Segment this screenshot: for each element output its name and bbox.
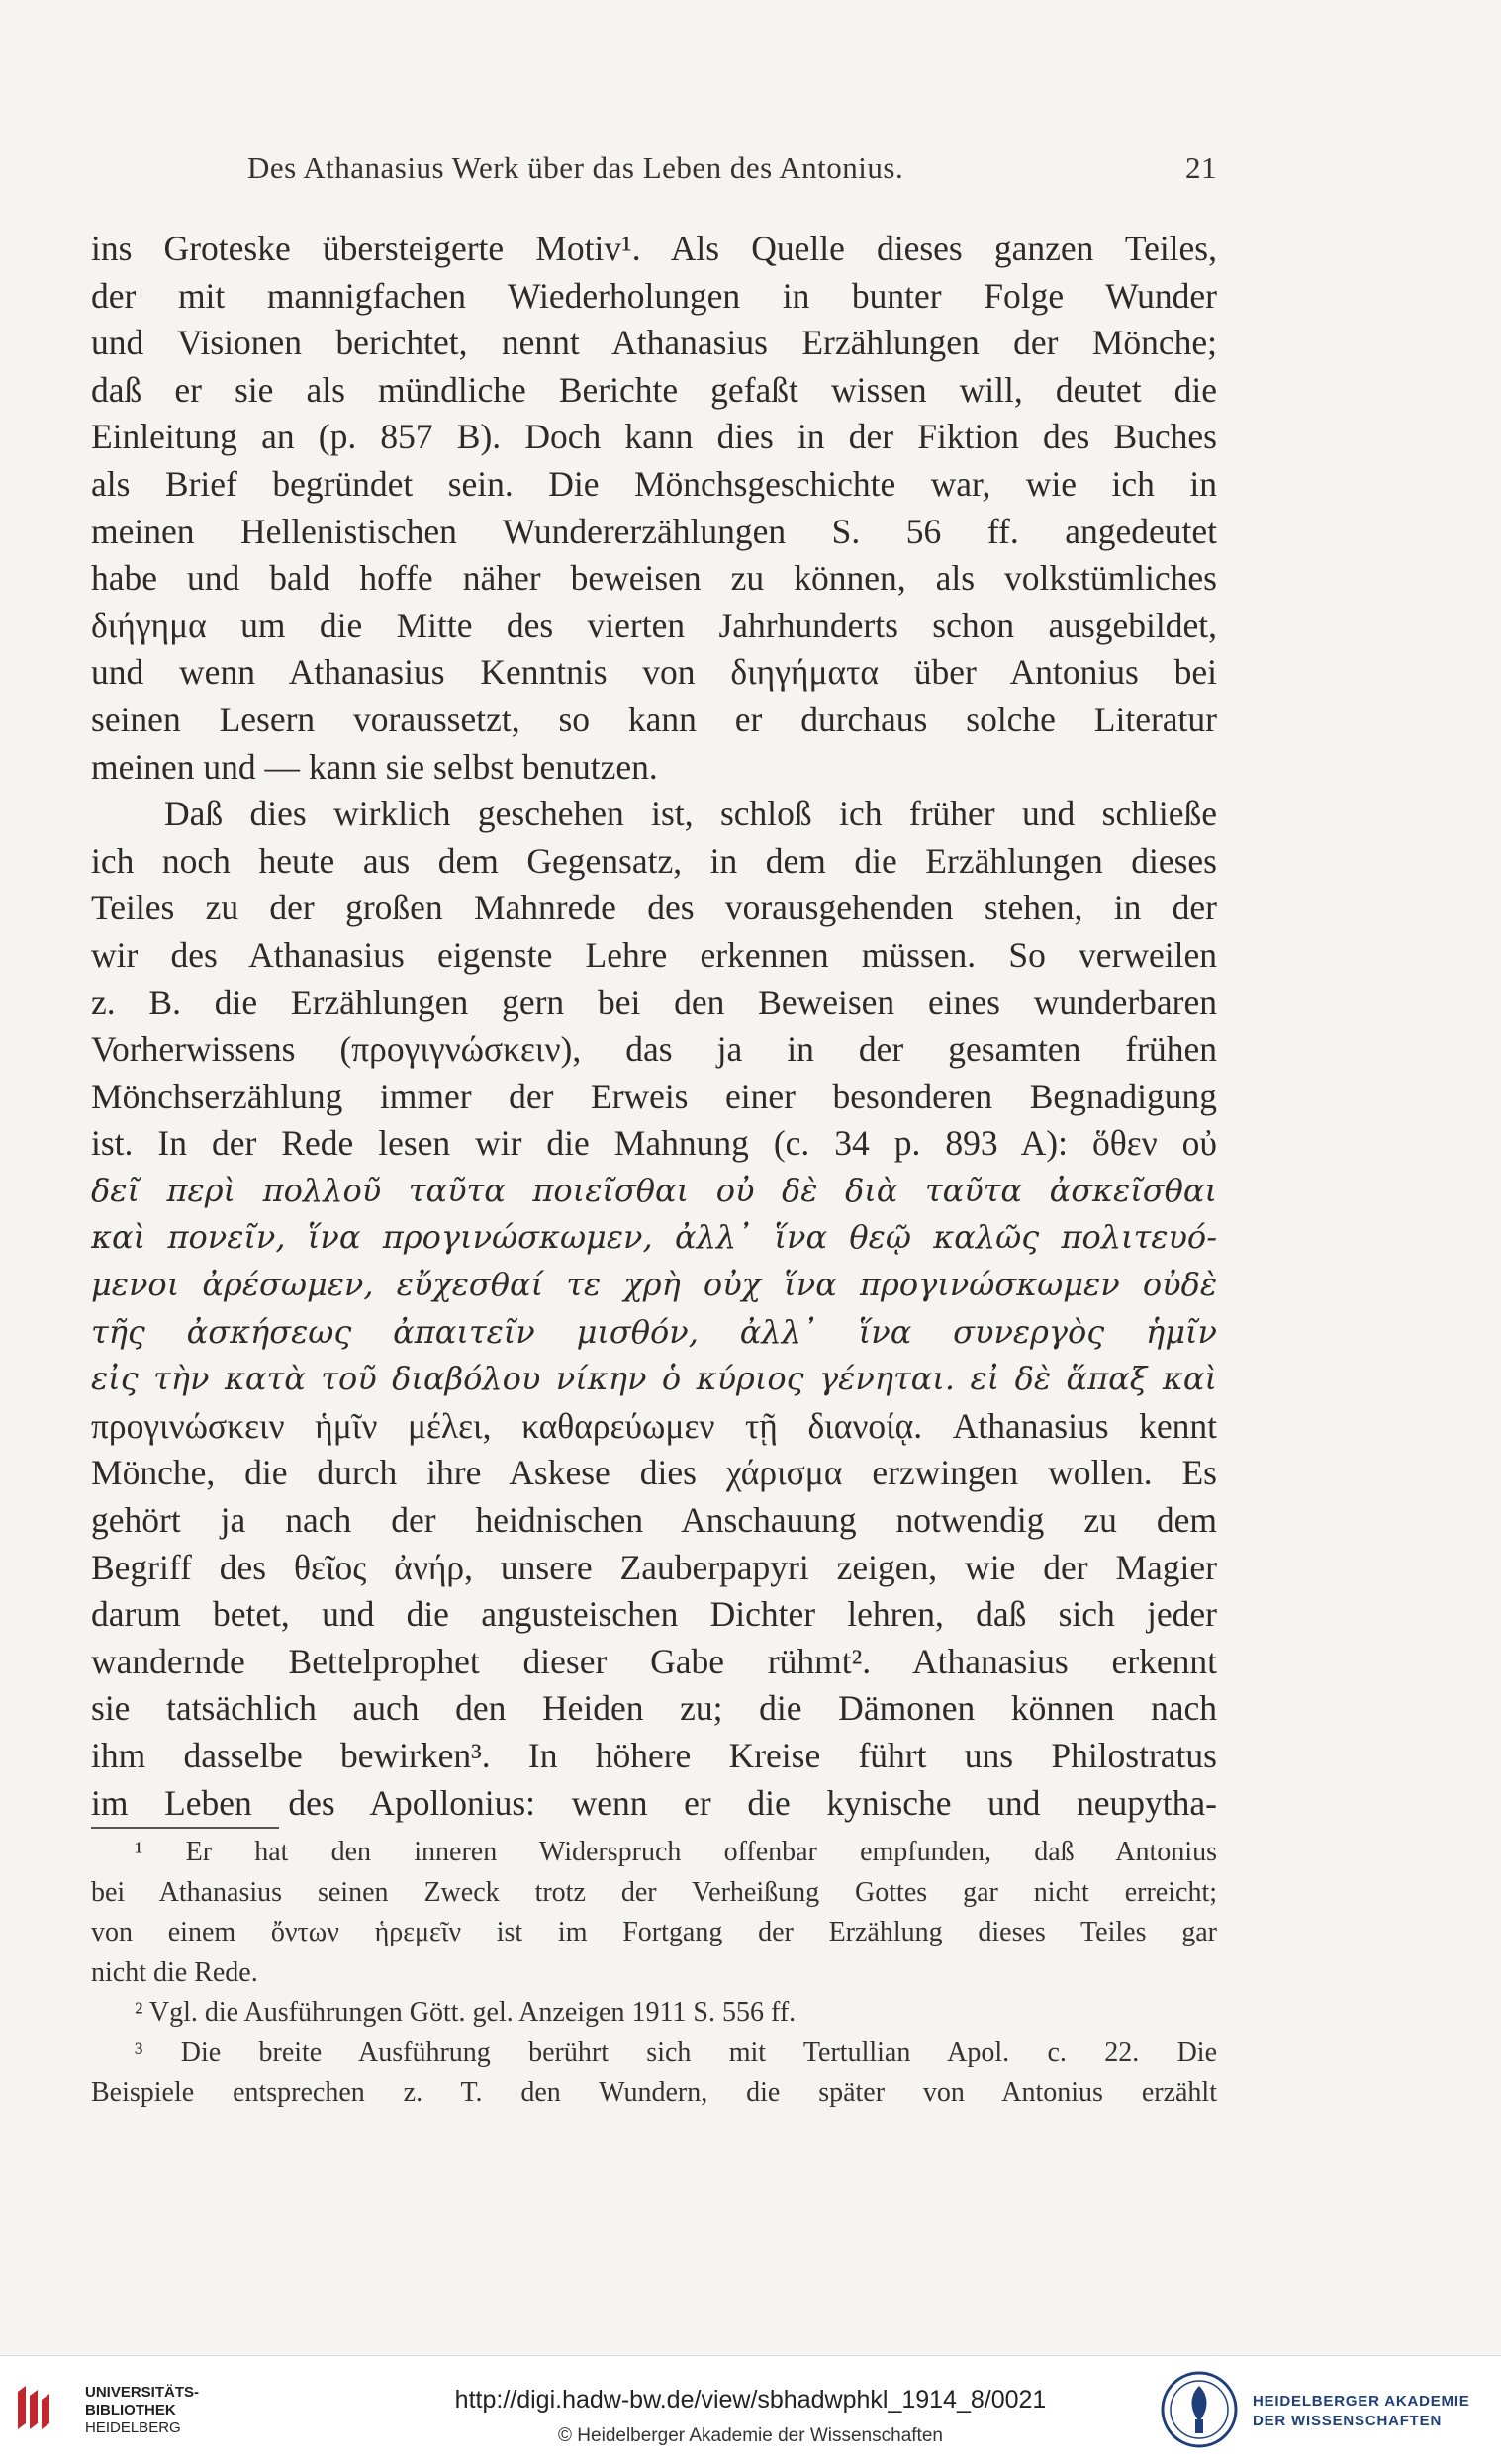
footnote-line: ² Vgl. die Ausführungen Gött. gel. Anzeigen 1911 S. 556 ff.	[135, 1997, 797, 2028]
text-line: Begriff des θεῖος ἀνήρ, unsere Zauberpapyri zeigen, wie der Magier	[91, 1547, 1217, 1587]
hadw-seal-icon	[1160, 2370, 1239, 2449]
text-line: und wenn Athanasius Kenntnis von διηγήματα über Antonius bei	[91, 652, 1217, 693]
text-line: Mönche, die durch ihre Askese dies χάρισμα erzwingen wollen. Es	[91, 1453, 1217, 1493]
permalink-url[interactable]: http://digi.hadw-bw.de/view/sbhadwphkl_1914_8/0021	[454, 2386, 1047, 2414]
copyright-notice: © Heidelberger Akademie der Wissenschaften	[558, 2425, 943, 2446]
viewer-footer	[0, 2355, 1501, 2464]
text-line: προγινώσκειν ἡμῖν μέλει, καθαρεύωμεν τῇ διανοίᾳ. Athanasius kennt	[91, 1405, 1217, 1446]
text-line: wir des Athanasius eigenste Lehre erkennen müssen. So verweilen	[91, 934, 1217, 975]
paragraph-first-line: Daß dies wirklich geschehen ist, schloß ich früher und schließe	[164, 794, 1217, 834]
footnote-line: von einem ὄντων ἡρεμεῖν ist im Fortgang der Erzählung dieses Teiles gar	[91, 1917, 1217, 1947]
footnote-line: ¹ Er hat den inneren Widerspruch offenbar empfunden, daß Antonius	[135, 1837, 1217, 1867]
text-line: ist. In der Rede lesen wir die Mahnung (c. 34 p. 893 A): ὅθεν οὐ	[91, 1123, 1217, 1164]
greek-quote-line: δεῖ περὶ πολλοῦ ταῦτα ποιεῖσθαι οὐ δὲ διὰ ταῦτα ἀσκεῖσθαι	[91, 1171, 1217, 1209]
text-line: im Leben des Apollonius: wenn er die kynische und neupytha-	[91, 1782, 1217, 1823]
greek-quote-line: μενοι ἀρέσωμεν, εὔχεσθαί τε χρὴ οὐχ ἵνα προγινώσκωμεν οὐδὲ	[91, 1266, 1217, 1304]
ub-heidelberg-logo-icon	[14, 2384, 57, 2433]
body-text	[91, 226, 1217, 1827]
library-name: UNIVERSITÄTS- BIBLIOTHEK HEIDELBERG	[85, 2384, 200, 2436]
text-line: ihm dasselbe bewirken³. In höhere Kreise führt uns Philostratus	[91, 1736, 1217, 1775]
greek-quote-line: τῆς ἀσκήσεως ἀπαιτεῖν μισθόν, ἀλλ᾽ ἵνα συνεργὸς ἡμῖν	[91, 1312, 1217, 1351]
text-line: Teiles zu der großen Mahnrede des vorausgehenden stehen, in der	[91, 888, 1217, 928]
text-line: wandernde Bettelprophet dieser Gabe rühmt². Athanasius erkennt	[91, 1641, 1217, 1681]
page-number: 21	[1185, 150, 1217, 185]
footnote-line: nicht die Rede.	[91, 1956, 258, 1988]
text-line: darum betet, und die angusteischen Dichter lehren, daß sich jeder	[91, 1594, 1217, 1635]
greek-quote-line: καὶ πονεῖν, ἵνα προγινώσκωμεν, ἀλλ᾽ ἵνα θεῷ καλῶς πολιτευό-	[91, 1218, 1217, 1257]
text-line: der mit mannigfachen Wiederholungen in bunter Folge Wunder	[91, 275, 1217, 316]
text-line: Einleitung an (p. 857 B). Doch kann dies in der Fiktion des Buches	[91, 417, 1217, 457]
footnotes	[91, 1833, 1217, 2114]
text-line: meinen und — kann sie selbst benutzen.	[91, 746, 658, 787]
text-line: διήγημα um die Mitte des vierten Jahrhunderts schon ausgebildet,	[91, 605, 1217, 645]
footnote-rule	[91, 1827, 279, 1829]
text-line: sie tatsächlich auch den Heiden zu; die Dämonen können nach	[91, 1688, 1217, 1729]
text-line: und Visionen berichtet, nennt Athanasius Erzählungen der Mönche;	[91, 323, 1217, 363]
text-line: ins Groteske übersteigerte Motiv¹. Als Quelle dieses ganzen Teiles,	[91, 229, 1217, 268]
text-line: ich noch heute aus dem Gegensatz, in dem die Erzählungen dieses	[91, 840, 1217, 881]
greek-quote-line: εἰς τὴν κατὰ τοῦ διαβόλου νίκην ὁ κύριος γένηται. εἰ δὲ ἅπαξ καὶ	[91, 1360, 1217, 1398]
text-line: seinen Lesern voraussetzt, so kann er durchaus solche Literatur	[91, 699, 1217, 739]
footnote-line: bei Athanasius seinen Zweck trotz der Verheißung Gottes gar nicht erreicht;	[91, 1876, 1217, 1908]
text-line: meinen Hellenistischen Wundererzählungen S. 56 ff. angedeutet	[91, 511, 1217, 551]
text-line: gehört ja nach der heidnischen Anschauung notwendig zu dem	[91, 1500, 1217, 1541]
text-line: Vorherwissens (προγιγνώσκειν), das ja in der gesamten frühen	[91, 1029, 1217, 1070]
text-line: als Brief begründet sein. Die Mönchsgeschichte war, wie ich in	[91, 463, 1217, 504]
academy-name: HEIDELBERGER AKADEMIE DER WISSENSCHAFTEN	[1253, 2393, 1470, 2429]
text-line: z. B. die Erzählungen gern bei den Beweisen eines wunderbaren	[91, 982, 1217, 1022]
text-line: Mönchserzählung immer der Erweis einer besonderen Begnadigung	[91, 1076, 1217, 1116]
text-line: habe und bald hoffe näher beweisen zu können, als volkstümliches	[91, 558, 1217, 599]
running-title: Des Athanasius Werk über das Leben des Antonius.	[247, 150, 904, 185]
footnote-line: ³ Die breite Ausführung berührt sich mit Tertullian Apol. c. 22. Die	[135, 2037, 1217, 2068]
footnote-line: Beispiele entsprechen z. T. den Wundern, die später von Antonius erzählt	[91, 2077, 1217, 2108]
text-line: daß er sie als mündliche Berichte gefaßt wissen will, deutet die	[91, 369, 1217, 410]
